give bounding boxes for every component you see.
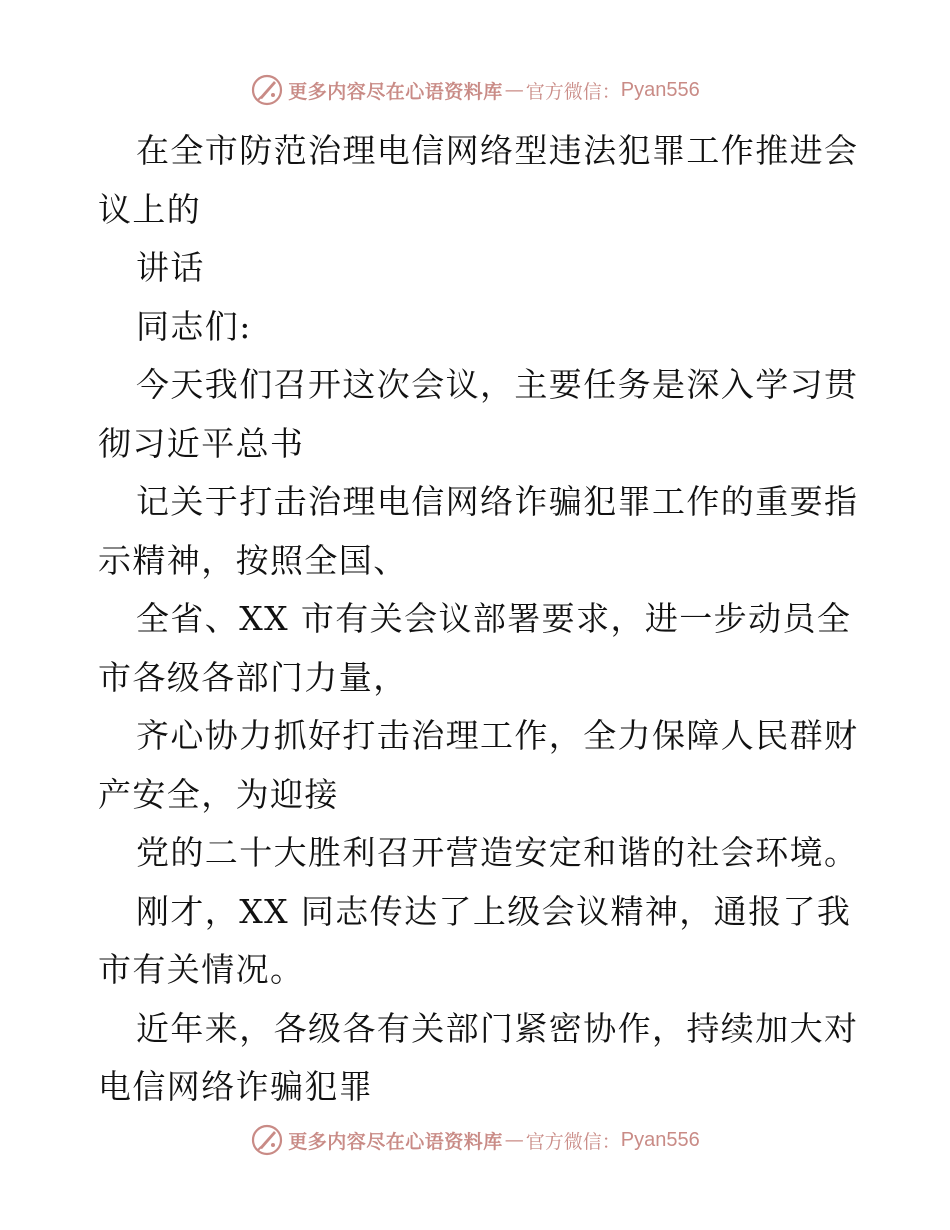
text-line: 产安全，为迎接 <box>98 774 339 814</box>
watermark-wechat-label: 官方微信： <box>525 1130 621 1153</box>
text-line: 彻习近平总书 <box>98 423 305 463</box>
text-line: 近年来，各级各有关部门紧密协作，持续加大对 <box>136 1008 859 1048</box>
text-line: 刚才，XX 同志传达了上级会议精神，通报了我 <box>136 891 852 931</box>
watermark-dash: — <box>504 1129 524 1151</box>
document-body <box>98 122 858 1117</box>
watermark-brand-text: 更多内容尽在心语资料库 <box>288 80 503 103</box>
text-line: 今天我们召开这次会议，主要任务是深入学习贯 <box>136 365 859 404</box>
text-line: 讲话 <box>136 248 205 287</box>
watermark-dash: — <box>504 79 524 101</box>
footer-watermark <box>0 1120 950 1160</box>
quill-logo-icon <box>250 73 284 107</box>
text-line: 同志们: <box>136 306 252 346</box>
text-line: 记关于打击治理电信网络诈骗犯罪工作的重要指 <box>136 482 859 521</box>
header-watermark <box>0 70 950 110</box>
text-line: 全省、XX 市有关会议部署要求，进一步动员全 <box>136 599 852 638</box>
text-line: 市各级各部门力量， <box>98 657 408 697</box>
quill-logo-icon <box>250 1123 284 1157</box>
text-line: 议上的 <box>98 189 202 229</box>
watermark-wechat-id: Pyan556 <box>620 1128 700 1151</box>
text-line: 市有关情况。 <box>98 950 305 989</box>
watermark-brand-text: 更多内容尽在心语资料库 <box>288 1130 503 1153</box>
text-line: 电信网络诈骗犯罪 <box>98 1067 374 1106</box>
text-line: 党的二十大胜利召开营造安定和谐的社会环境。 <box>136 833 859 872</box>
text-line: 齐心协力抓好打击治理工作，全力保障人民群财 <box>136 716 859 755</box>
text-line: 示精神，按照全国、 <box>98 540 408 580</box>
watermark-wechat-id: Pyan556 <box>620 78 700 101</box>
watermark-wechat-label: 官方微信： <box>525 80 621 103</box>
text-line: 在全市防范治理电信网络型违法犯罪工作推进会 <box>136 131 859 170</box>
